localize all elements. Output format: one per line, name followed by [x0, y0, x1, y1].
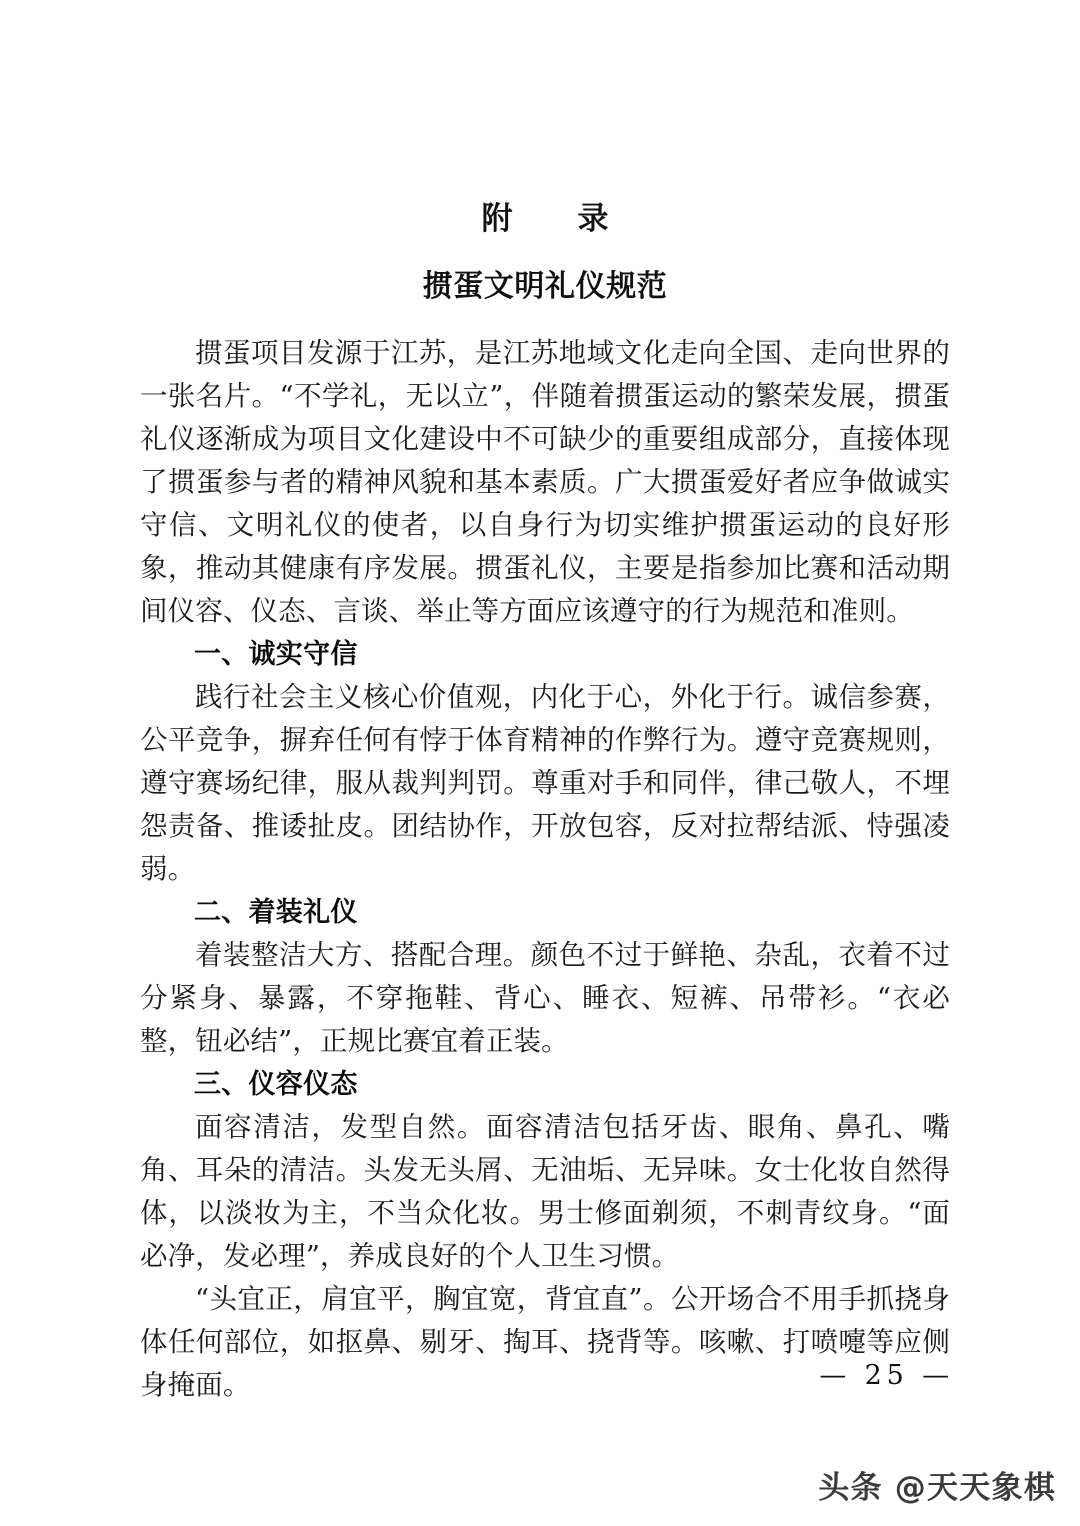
section-heading-2: 二、着装礼仪	[194, 896, 358, 928]
page-number: — 25 —	[819, 1360, 954, 1391]
intro-paragraph: 掼蛋项目发源于江苏，是江苏地域文化走向全国、走向世界的一张名片。“不学礼，无以立”，伴随着掼蛋运动的繁荣发展，掼蛋礼仪逐渐成为项目文化建设中不可缺少的重要组成部分，直接体现了掼蛋参与者的精神风貌和基本素质。广大掼蛋爱好者应争做诚实守信、文明礼仪的使者，以自身行为切实维护掼蛋运动的良好形象，推动其健康有序发展。掼蛋礼仪，主要是指参加比赛和活动期间仪容、仪态、言谈、举止等方面应该遵守的行为规范和准则。	[140, 336, 950, 627]
page-title: 附 录	[481, 201, 626, 237]
section-heading-3: 三、仪容仪态	[194, 1068, 358, 1100]
section-3-paragraph-2: “头宜正，肩宜平，胸宜宽，背宜直”。公开场合不用手抓挠身体任何部位，如抠鼻、剔牙、掏耳、挠背等。咳嗽、打喷嚏等应侧身掩面。	[140, 1282, 950, 1401]
document-content	[140, 200, 950, 1407]
watermark: 头条 @天天象棋	[818, 1470, 1056, 1506]
section-2-paragraph: 着装整洁大方、搭配合理。颜色不过于鲜艳、杂乱，衣着不过分紧身、暴露，不穿拖鞋、背心、睡衣、短裤、吊带衫。“衣必整，钮必结”，正规比赛宜着正装。	[140, 938, 950, 1057]
section-heading-1: 一、诚实守信	[194, 638, 358, 670]
section-3-paragraph-1: 面容清洁，发型自然。面容清洁包括牙齿、眼角、鼻孔、嘴角、耳朵的清洁。头发无头屑、无油垢、无异味。女士化妆自然得体，以淡妆为主，不当众化妆。男士修面剃须，不刺青纹身。“面必净，发必理”，养成良好的个人卫生习惯。	[140, 1110, 950, 1272]
section-1-paragraph: 践行社会主义核心价值观，内化于心，外化于行。诚信参赛，公平竞争，摒弃任何有悖于体育精神的作弊行为。遵守竞赛规则，遵守赛场纪律，服从裁判判罚。尊重对手和同伴，律己敬人，不埋怨责备、推诿扯皮。团结协作，开放包容，反对拉帮结派、恃强凌弱。	[140, 680, 950, 885]
document-body	[140, 332, 950, 1407]
document-subtitle: 掼蛋文明礼仪规范	[422, 268, 668, 304]
